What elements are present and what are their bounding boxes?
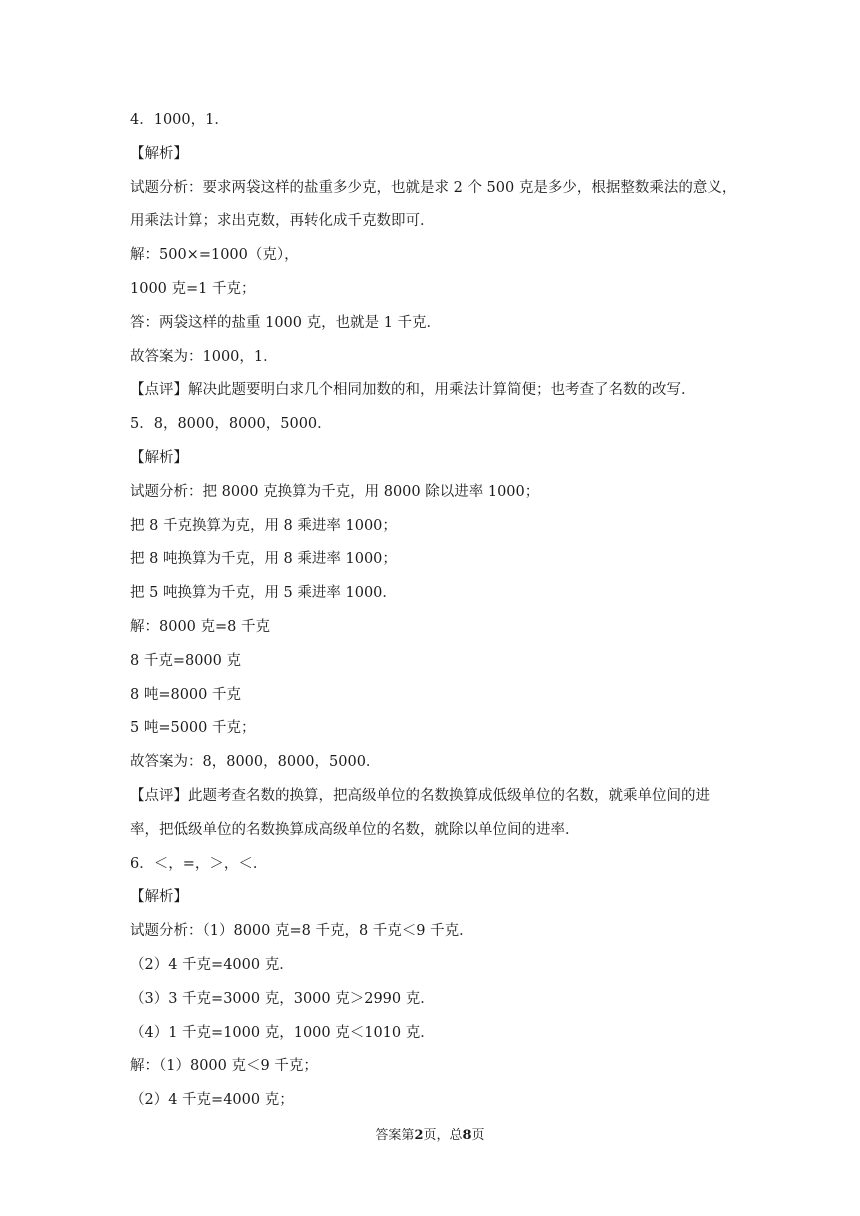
footer-middle: 页，总 (423, 1128, 463, 1143)
footer-total-pages: 8 (462, 1128, 472, 1143)
text-line: 试题分析：把 8000 克换算为千克，用 8000 除以进率 1000； (130, 483, 540, 500)
text-line: 5 吨=5000 千克； (130, 720, 256, 737)
text-line: 1000 克=1 千克； (130, 280, 256, 297)
text-line: 试题分析：（1）8000 克=8 千克，8 千克＜9 千克． (130, 923, 474, 940)
text-line: 故答案为：1000，1． (130, 348, 278, 365)
text-line: 8 千克=8000 克 (130, 652, 241, 669)
answer-header-6: 6．＜，=，＞，＜． (130, 855, 268, 872)
page-footer (0, 1126, 860, 1146)
text-line: （2）4 千克=4000 克． (130, 956, 294, 973)
text-line: 答：两袋这样的盐重 1000 克，也就是 1 千克． (130, 314, 442, 331)
analysis-heading: 【解析】 (130, 145, 188, 162)
text-line: （2）4 千克=4000 克； (130, 1092, 294, 1109)
text-line: 解：500×=1000（克）， (130, 247, 299, 264)
text-line: 率，把低级单位的名数换算成高级单位的名数，就除以单位间的进率． (130, 821, 580, 838)
comment-line: 【点评】此题考查名数的换算，把高级单位的名数换算成低级单位的名数，就乘单位间的进 (130, 787, 710, 804)
footer-suffix: 页 (471, 1128, 485, 1143)
analysis-heading: 【解析】 (130, 449, 188, 466)
text-line: （3）3 千克=3000 克，3000 克＞2990 克． (130, 990, 435, 1007)
text-line: 解：8000 克=8 千克 (130, 618, 270, 635)
text-line: 用乘法计算；求出克数，再转化成千克数即可． (130, 213, 435, 230)
text-line: （4）1 千克=1000 克，1000 克＜1010 克． (130, 1024, 435, 1041)
answer-header-5: 5．8，8000，8000，5000． (130, 416, 332, 433)
comment-line: 【点评】解决此题要明白求几个相同加数的和，用乘法计算简便；也考查了名数的改写． (130, 382, 696, 399)
text-line: 把 8 千克换算为克，用 8 乘进率 1000； (130, 517, 397, 534)
text-line: 故答案为：8，8000，8000，5000． (130, 754, 381, 771)
analysis-heading: 【解析】 (130, 889, 188, 906)
text-line: 把 8 吨换算为千克，用 8 乘进率 1000； (130, 551, 397, 568)
text-line: 解：（1）8000 克＜9 千克； (130, 1058, 318, 1075)
text-line: 8 吨=8000 千克 (130, 686, 241, 703)
text-line: 试题分析：要求两袋这样的盐重多少克，也就是求 2 个 500 克是多少，根据整数乘法的意义， (130, 179, 737, 196)
footer-prefix: 答案第 (375, 1128, 415, 1143)
answer-header-4: 4．1000，1． (130, 112, 229, 128)
footer-page-number: 2 (414, 1128, 424, 1143)
answer-content (130, 104, 740, 1118)
text-line: 把 5 吨换算为千克，用 5 乘进率 1000． (130, 585, 397, 602)
